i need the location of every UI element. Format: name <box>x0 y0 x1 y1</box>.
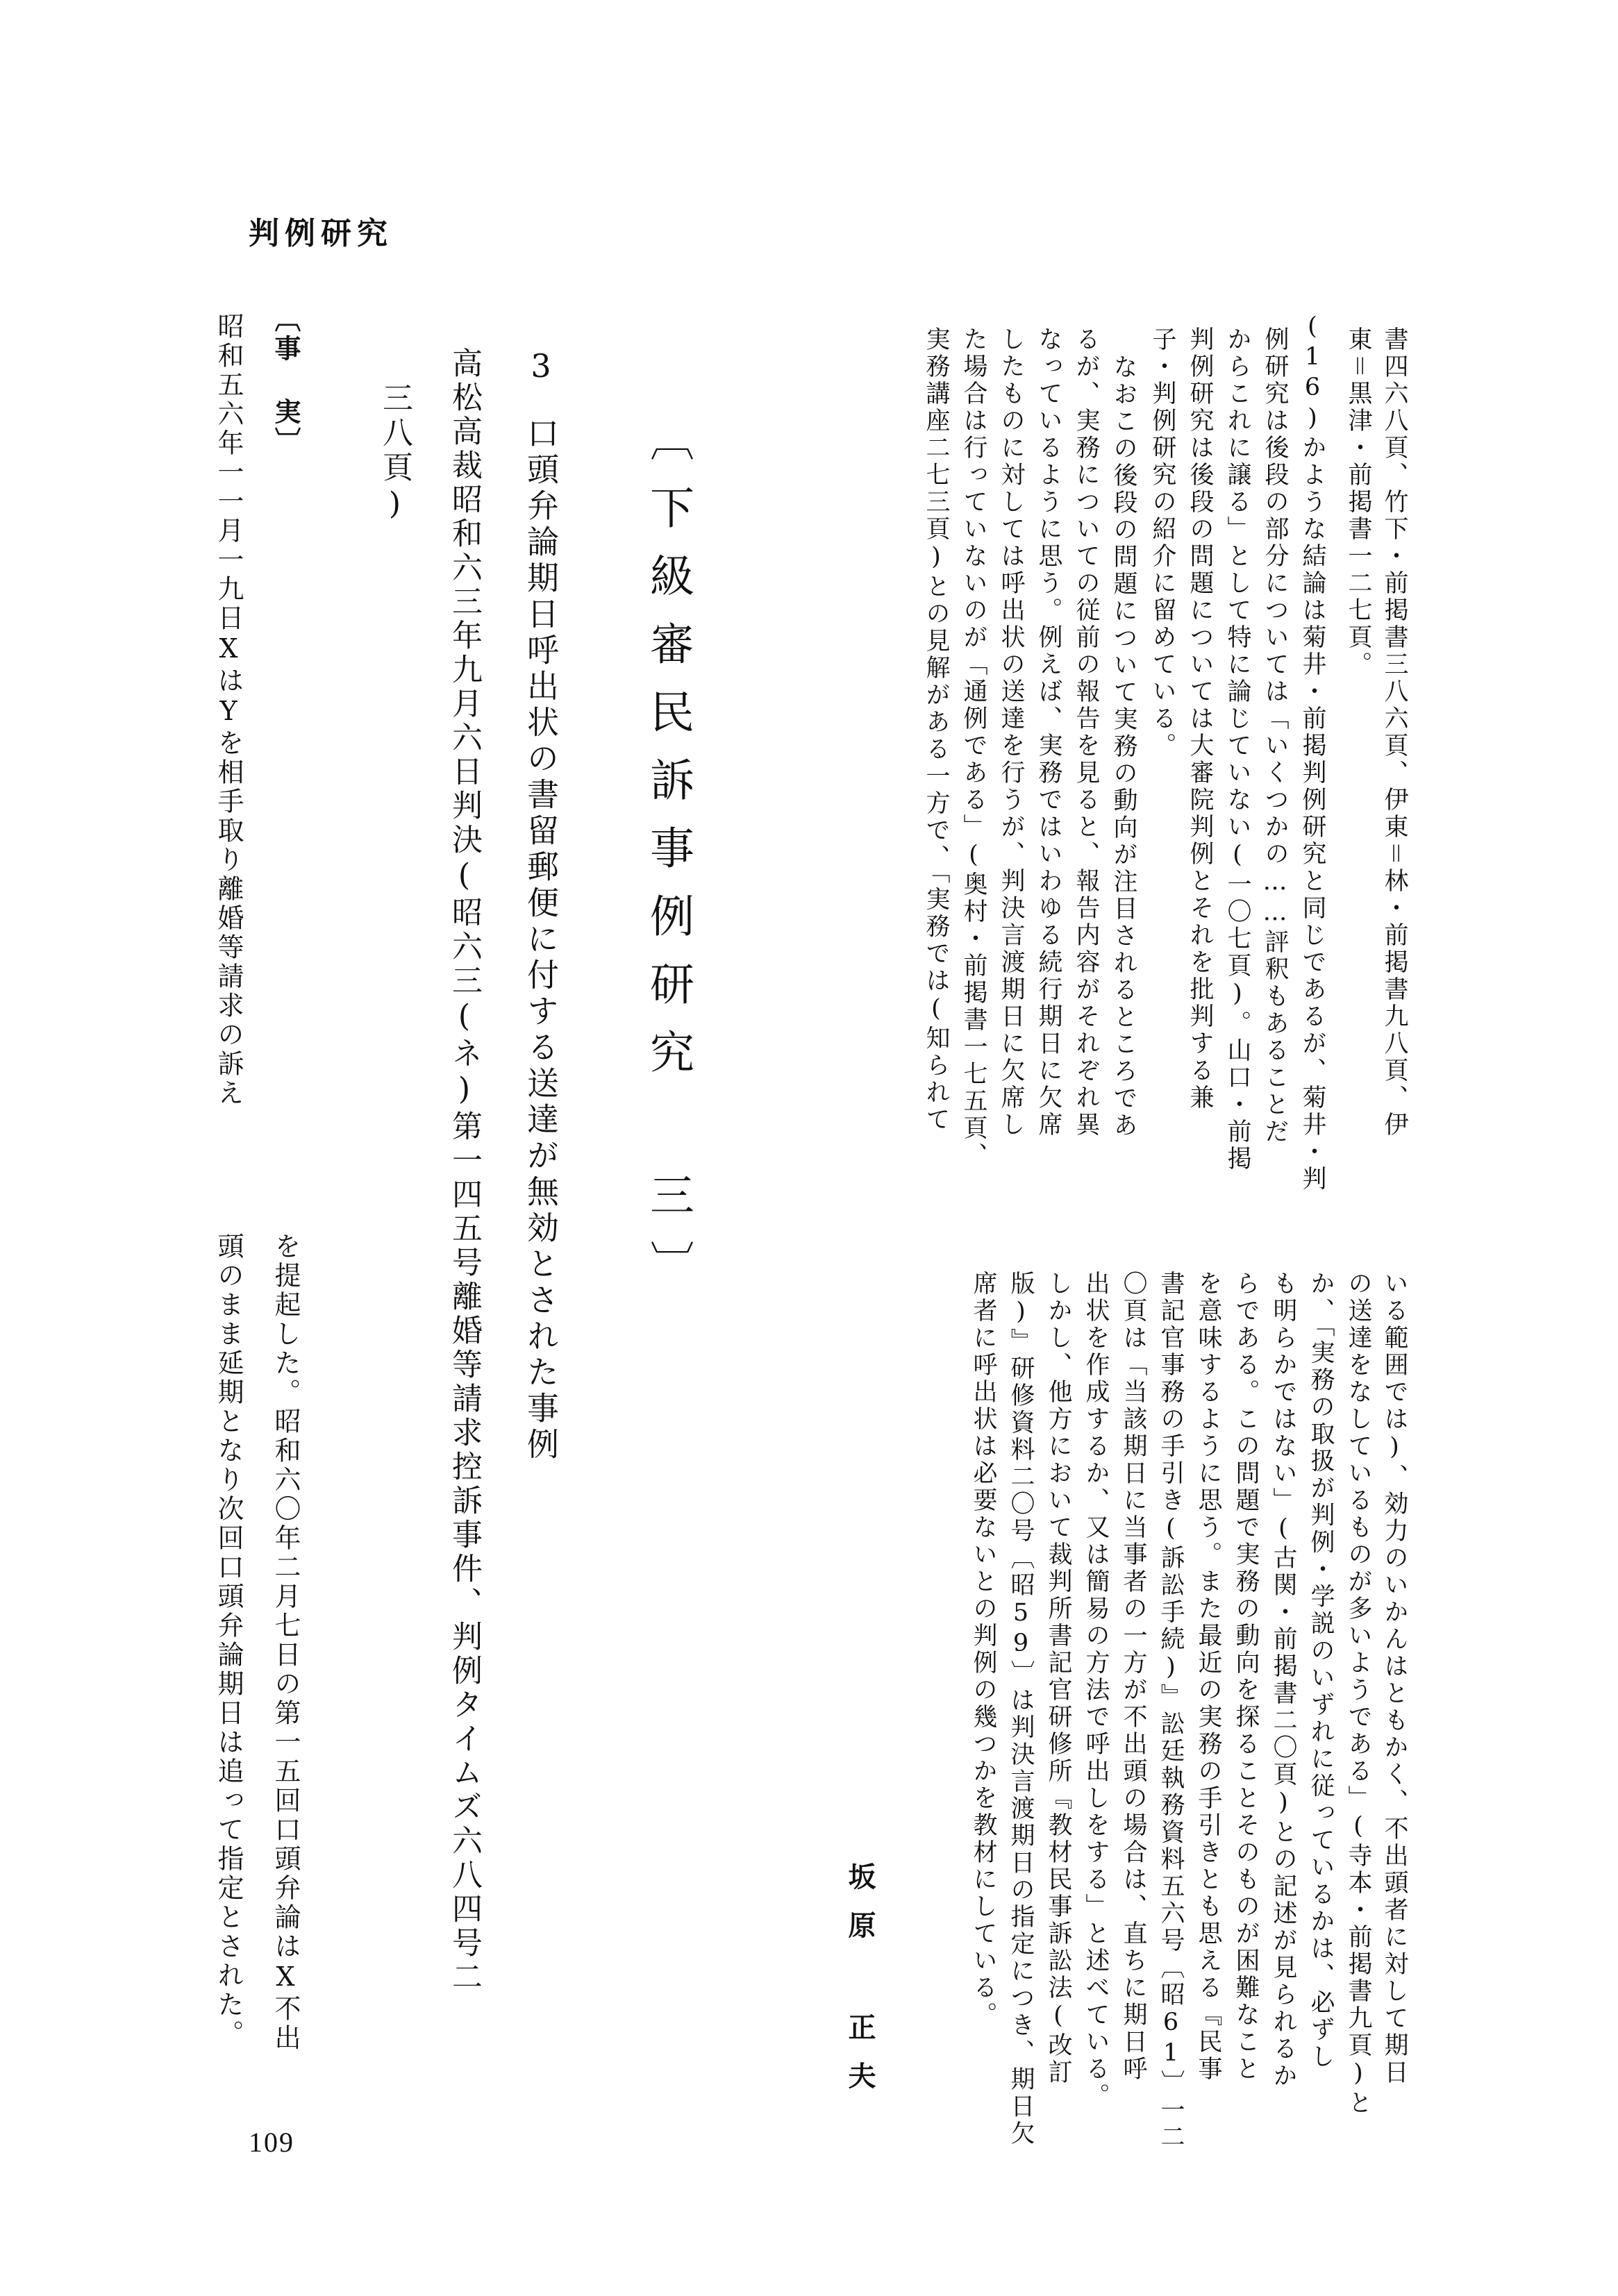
court-citation-cont: 三八頁) <box>377 382 412 526</box>
case-title: 口頭弁論期日呼出状の書留郵便に付する送達が無効とされた事例 <box>522 417 560 1464</box>
note-line: (16)かような結論は菊井・前掲判例研究と同じであるが、菊井・判 <box>1299 312 1326 1193</box>
note-line: したものに対しては呼出状の送達を行うが、判決言渡期日に欠席し <box>997 326 1025 1139</box>
note-line: 判例研究は後段の問題については大審院判例とそれを批判する兼 <box>1186 326 1214 1112</box>
running-header: 判例研究 <box>249 216 393 251</box>
note-line: た場合は行っていないのが「通例である」(奥村・前掲書一七五頁、 <box>960 326 987 1169</box>
note-line: の送達をなしているものが多いようである」(寺本・前掲書九頁)と <box>1344 1271 1372 2117</box>
note-line: 書四六八頁、竹下・前掲書三八六頁、伊東＝林・前掲書九八頁、伊 <box>1381 326 1408 1139</box>
note-line: も明らかではない」(古関・前掲書二〇頁)との記述が見られるか <box>1269 1271 1297 2090</box>
note-line: るが、実務についての従前の報告を見ると、報告内容がそれぞれ異 <box>1072 326 1100 1139</box>
case-number: 3 <box>522 347 560 389</box>
note-line: 東＝黒津・前掲書一二七頁。 <box>1344 326 1372 678</box>
note-line: 例研究は後段の部分については「いくつかの……評釈もあることだ <box>1261 326 1289 1146</box>
facts-line: 頭のまま延期となり次回口頭弁論期日は追って指定とされた。 <box>213 1232 244 2049</box>
section-title: 〔下級審民訴事例研究 三〕 <box>642 417 694 1308</box>
note-line: か、「実務の取扱が判例・学説のいずれに従っているかは、必ずし <box>1307 1271 1335 2071</box>
facts-heading: 〔事 実〕 <box>270 305 301 456</box>
court-citation: 高松高裁昭和六三年九月六日判決(昭六三(ネ)第一四五号離婚等請求控訴事件、判例タイムズ六八四号二 <box>447 347 482 1995</box>
note-line: なっているように思う。例えば、実務ではいわゆる続行期日に欠席 <box>1035 326 1062 1139</box>
note-line: らである。この問題で実務の動向を探ることそのものが困難なこと <box>1232 1271 1260 2083</box>
author-name: 坂原 正夫 <box>844 1862 876 2110</box>
note-line: 書記官事務の手引き(訴訟手続)』訟廷執務資料五六号〔昭61〕一二 <box>1157 1271 1185 2151</box>
facts-line: 昭和五六年一一月一九日XはYを相手取り離婚等請求の訴え <box>213 312 244 1108</box>
note-line: 席者に呼出状は必要ないとの判例の幾つかを教材にしている。 <box>969 1271 997 2029</box>
note-line: を意味するように思う。また最近の実務の手引きとも思える『民事 <box>1194 1271 1222 2083</box>
note-line: 〇頁は「当該期日に当事者の一方が不出頭の場合は、直ちに期日呼 <box>1119 1271 1147 2083</box>
note-line: いる範囲では)、効力のいかんはともかく、不出頭者に対して期日 <box>1381 1271 1408 2086</box>
note-line: 実務講座二七三頁)との見解がある一方で、「実務では(知られて <box>922 326 950 1134</box>
note-line: 出状を作成するか、又は簡易の方法で呼出しをする」と述べている。 <box>1082 1271 1110 2110</box>
note-line: からこれに譲る」として特に論じていない(一〇七頁)。山口・前掲 <box>1224 326 1251 1173</box>
facts-line: を提起した。昭和六〇年二月七日の第一五回口頭弁論はX不出 <box>270 1232 301 2053</box>
note-line: しかし、他方において裁判所書記官研修所『教材民事訴訟法(改訂 <box>1044 1271 1072 2086</box>
note-line: なおこの後段の問題について実務の動向が注目されるところであ <box>1110 354 1137 1139</box>
note-line: 版)』研修資料二〇号〔昭59〕は判決言渡期日の指定につき、期日欠 <box>1007 1271 1035 2147</box>
page-number: 109 <box>249 2127 294 2158</box>
note-line: 子・判例研究の紹介に留めている。 <box>1149 326 1176 760</box>
